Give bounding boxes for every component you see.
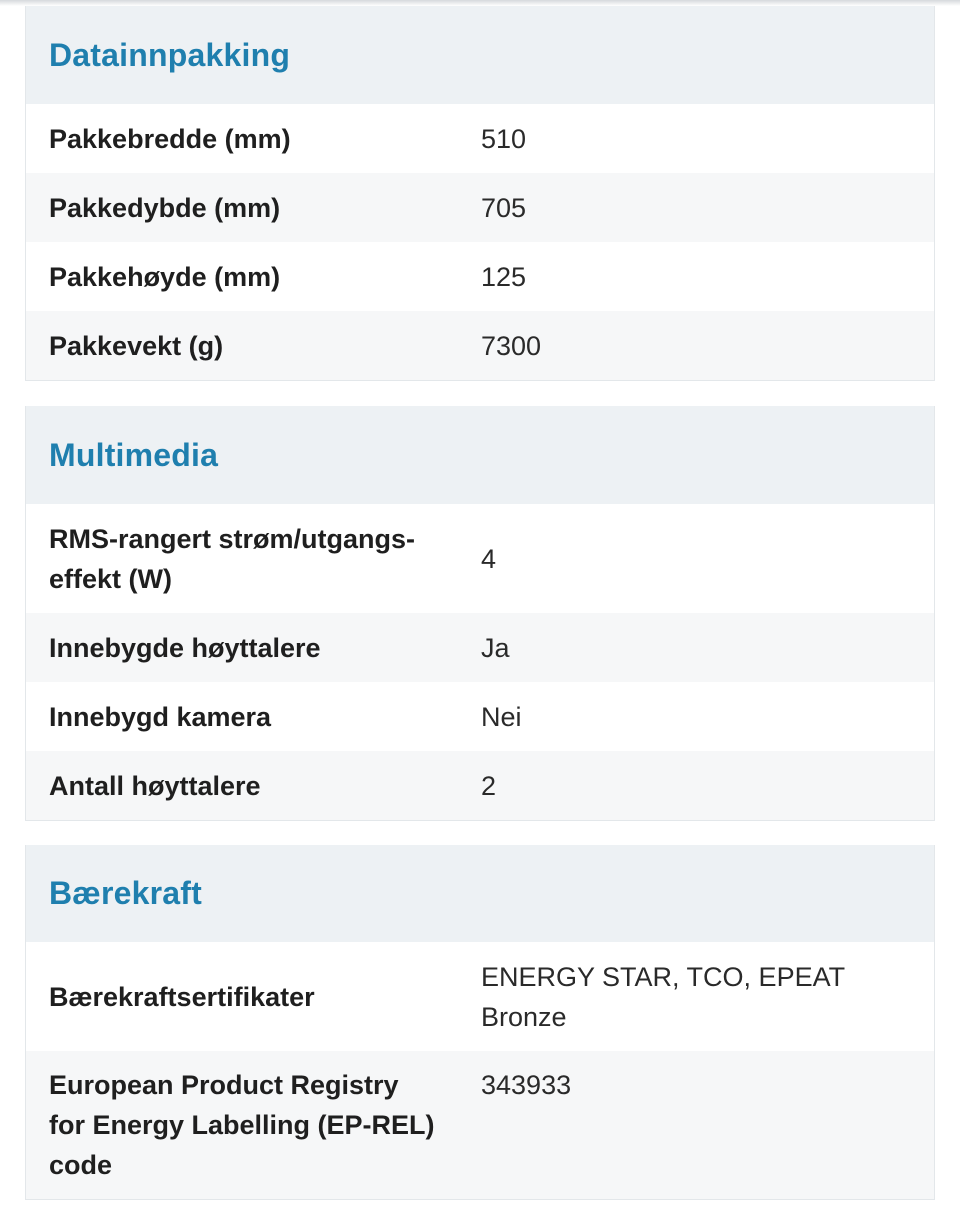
- spec-value: Ja: [481, 632, 510, 663]
- spec-row: [26, 173, 934, 242]
- section-header: [26, 845, 934, 942]
- spec-label: Pakkehøyde (mm): [49, 261, 281, 292]
- spec-row: [26, 682, 934, 751]
- spec-row: [26, 942, 934, 1051]
- spec-row: [26, 311, 934, 380]
- section-header: [26, 6, 934, 104]
- spec-value: 2: [481, 770, 497, 801]
- spec-label: Innebygde høyttalere: [49, 632, 321, 663]
- spec-row: [26, 242, 934, 311]
- spec-section-multimedia: [25, 406, 935, 821]
- spec-row: [26, 104, 934, 173]
- spec-value: Nei: [481, 701, 522, 732]
- spec-value: 125: [481, 261, 527, 292]
- spec-label: Pakkedybde (mm): [49, 192, 281, 223]
- spec-row: [26, 504, 934, 613]
- spec-row: [26, 613, 934, 682]
- section-title: Datainnpakking: [49, 36, 291, 73]
- spec-label: Bærekraftsertifikater: [49, 981, 315, 1012]
- spec-label: Pakkebredde (mm): [49, 123, 291, 154]
- spec-section-datainnpakking: [25, 6, 935, 381]
- section-title: Bærekraft: [49, 875, 202, 911]
- spec-row: [26, 751, 934, 820]
- spec-label: Antall høyttalere: [49, 770, 261, 801]
- spec-value: 705: [481, 192, 527, 223]
- spec-value: 343933: [481, 1070, 572, 1100]
- spec-label: European Product Registry for Energy Labelling (EP-REL) code: [49, 1070, 435, 1180]
- spec-label: Pakkevekt (g): [49, 330, 224, 361]
- spec-value: ENERGY STAR, TCO, EPEAT Bronze: [481, 961, 845, 1032]
- spec-label: RMS-rangert strøm/utgangs-effekt (W): [49, 523, 416, 594]
- spec-section-baerekraft: [25, 845, 935, 1200]
- spec-row: [26, 1051, 934, 1199]
- spec-value: 4: [481, 543, 497, 574]
- spec-value: 510: [481, 123, 527, 154]
- spec-value: 7300: [481, 330, 542, 361]
- spec-label: Innebygd kamera: [49, 701, 272, 732]
- section-header: [26, 406, 934, 504]
- section-title: Multimedia: [49, 436, 219, 473]
